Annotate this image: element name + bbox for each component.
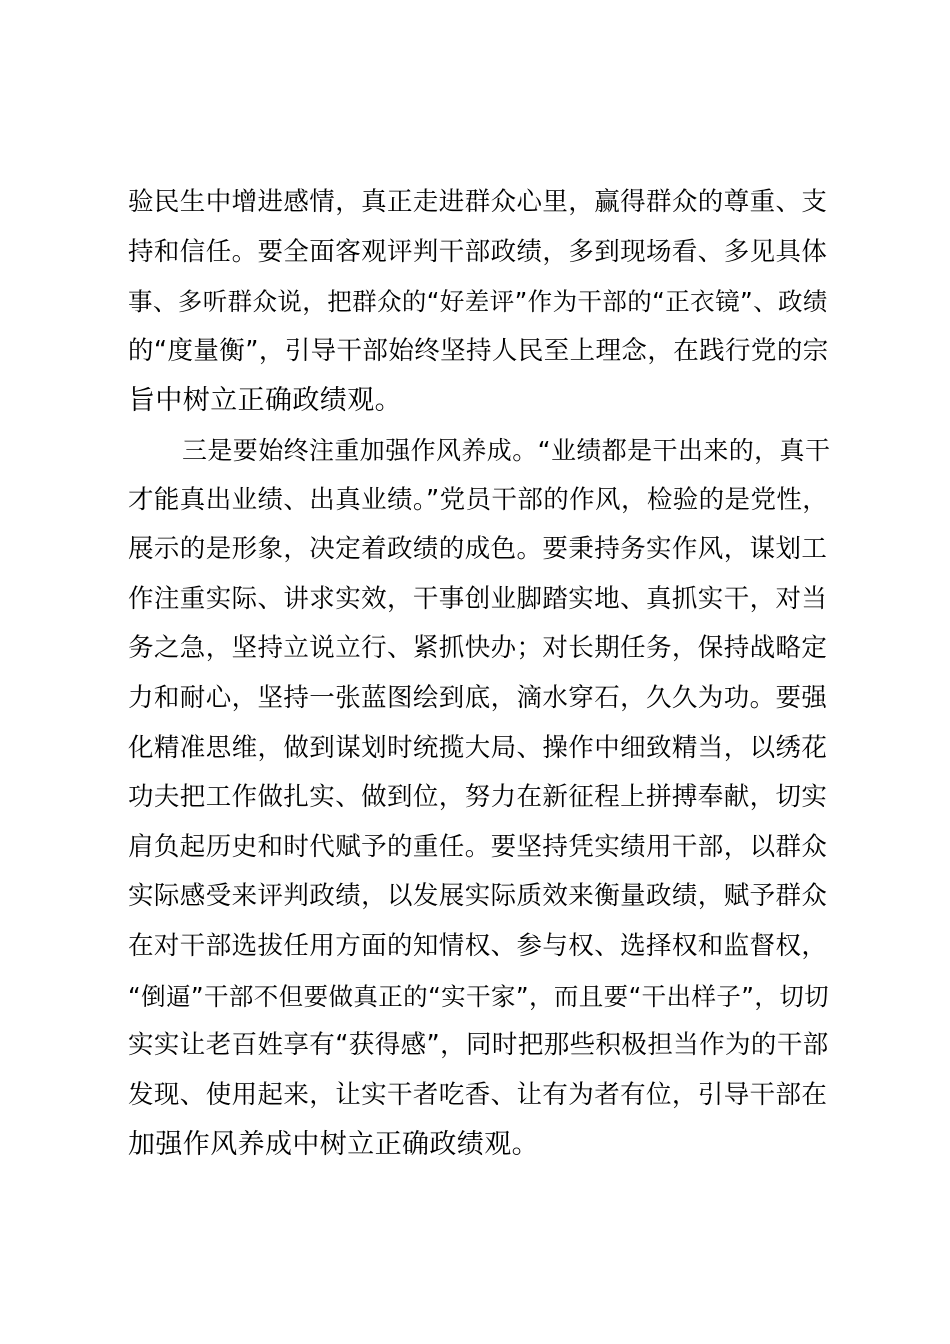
text-line: 三是要始终注重加强作风养成。“业绩都是干出来的，真干 [182,435,831,465]
text-line: 展示的是形象，决定着政绩的成色。要秉持务实作风，谋划工 [128,534,828,565]
text-line: 在对干部选拔任用方面的知情权、参与权、选择权和监督权， [128,930,828,961]
text-line: 事、多听群众说，把群众的“好差评”作为干部的“正衣镜”、政绩 [128,287,828,317]
text-line: 功夫把工作做扎实、做到位，努力在新征程上拼搏奉献，切实 [128,782,828,813]
text-line: 加强作风养成中树立正确政绩观。 [128,1129,539,1161]
text-line: 旨中树立正确政绩观。 [128,385,402,417]
text-line: 肩负起历史和时代赋予的重任。要坚持凭实绩用干部，以群众 [128,831,828,862]
text-line: 作注重实际、讲求实效，干事创业脚踏实地、真抓实干，对当 [128,583,828,614]
text-line: 实实让老百姓享有“获得感”，同时把那些积极担当作为的干部 [128,1030,829,1061]
text-line: 才能真出业绩、出真业绩。”党员干部的作风，检验的是党性， [128,484,829,515]
text-line: 力和耐心，坚持一张蓝图绘到底，滴水穿石，久久为功。要强 [128,682,828,713]
text-line: 化精准思维，做到谋划时统揽大局、操作中细致精当，以绣花 [128,732,828,763]
text-line: 验民生中增进感情，真正走进群众心里，赢得群众的尊重、支 [128,187,828,217]
text-line: 实际感受来评判政绩，以发展实际质效来衡量政绩，赋予群众 [128,881,828,912]
text-line: 发现、使用起来，让实干者吃香、让有为者有位，引导干部在 [128,1079,828,1110]
text-line: 持和信任。要全面客观评判干部政绩，多到现场看、多见具体 [128,236,828,267]
text-line: 的“度量衡”，引导干部始终坚持人民至上理念，在践行党的宗 [128,335,829,366]
text-line: “倒逼”干部不但要做真正的“实干家”，而且要“干出样子”，切切 [128,981,830,1011]
text-line: 务之急，坚持立说立行、紧抓快办；对长期任务，保持战略定 [128,633,828,664]
body-text [128,178,832,1170]
